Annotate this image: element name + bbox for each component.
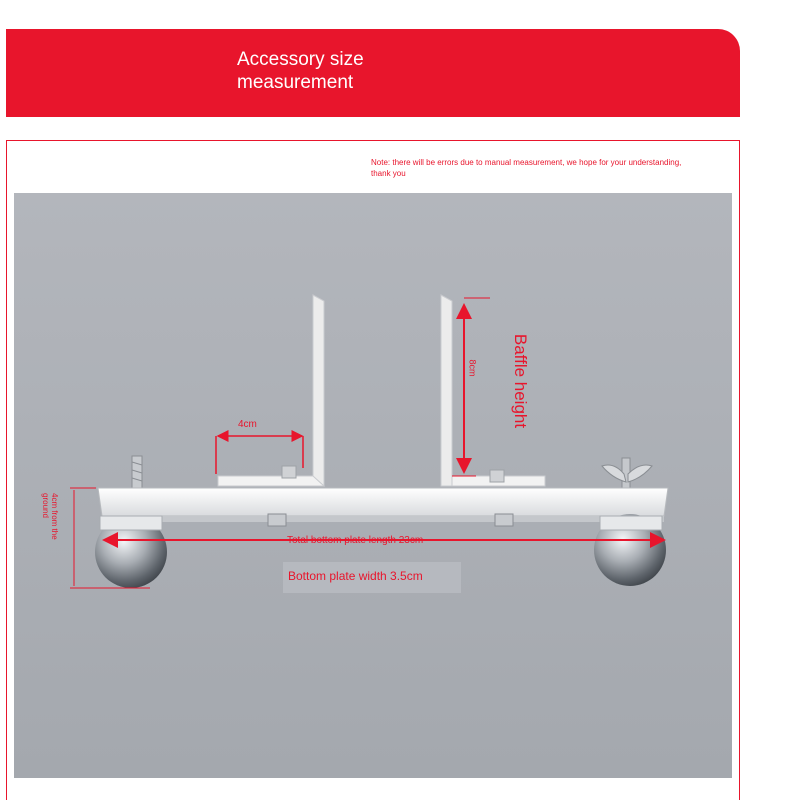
bottom-plate — [98, 488, 668, 522]
frame-border-top — [6, 140, 740, 141]
product-photo — [14, 193, 732, 778]
page-title: Accessory size measurement — [237, 49, 364, 93]
caster-wheel-icon — [594, 514, 666, 586]
frame-border-left — [6, 140, 7, 800]
total-length-label: Total bottom plate length 23cm — [287, 535, 424, 546]
baffle-height-value: 8cm — [467, 359, 478, 377]
frame-border-right — [739, 140, 740, 800]
measurement-note: Note: there will be errors due to manual measurement, we hope for your understanding, thank you — [371, 158, 682, 178]
bolt-left — [132, 456, 142, 488]
baffle-height-label: Baffle height — [511, 333, 530, 429]
caster-wheel-icon — [95, 516, 167, 588]
bracket-width-label: 4cm — [238, 419, 257, 430]
ground-clearance-label: 4cm from the ground — [41, 493, 59, 540]
plate-width-label: Bottom plate width 3.5cm — [288, 569, 423, 583]
